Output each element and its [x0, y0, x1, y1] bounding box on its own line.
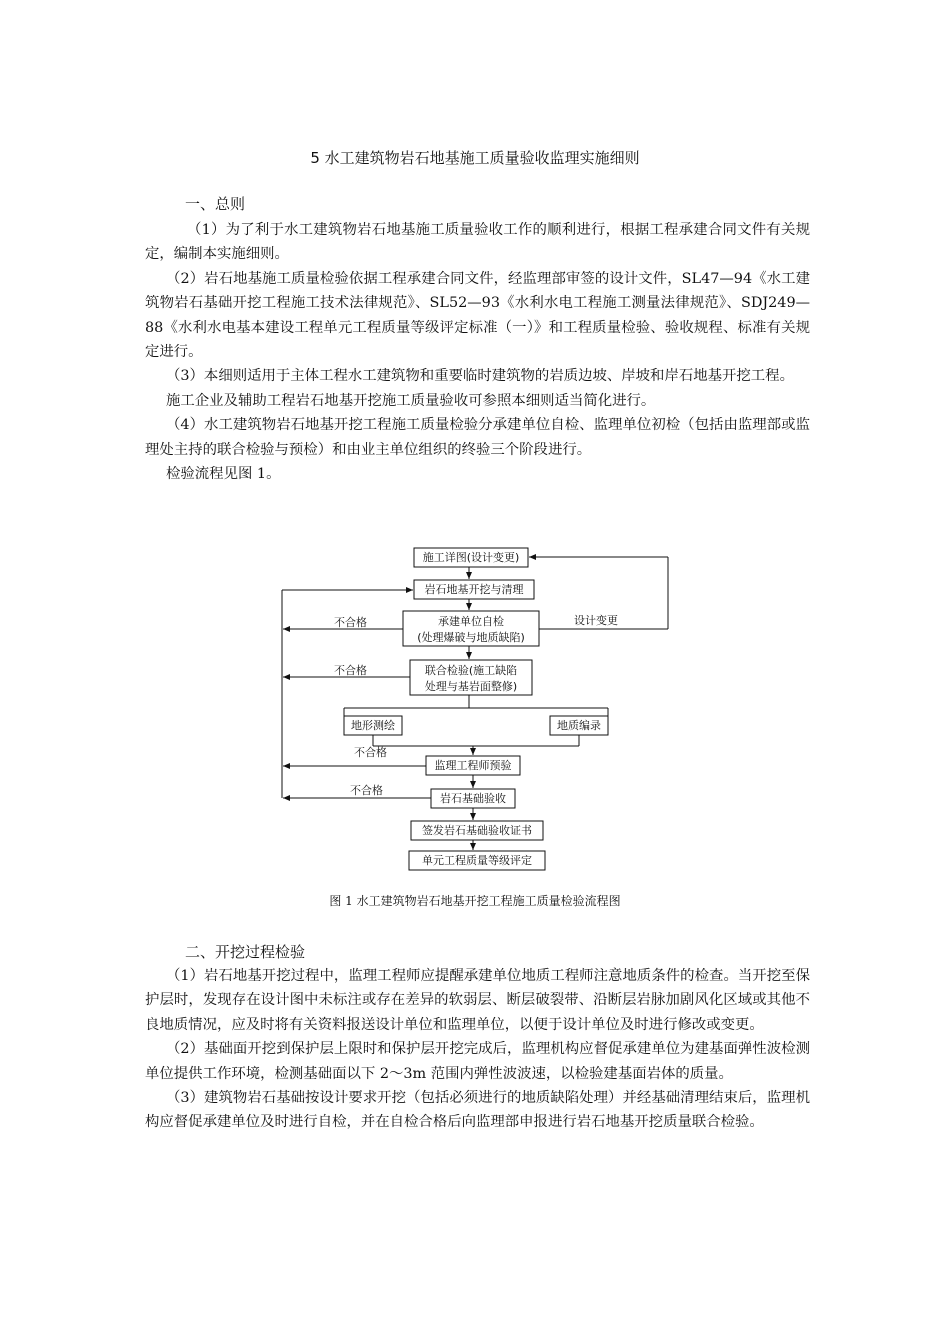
- flow-box-label: 承建单位自检: [438, 615, 504, 628]
- flow-box-label: 地形测绘: [351, 719, 395, 732]
- flow-box-label: 地质编录: [557, 719, 601, 732]
- flow-edge-label: 不合格: [334, 664, 367, 677]
- paragraph: （1）岩石地基开挖过程中，监理工程师应提醒承建单位地质工程师注意地质条件的检查。当开挖至保护层时，发现存在设计图中未标注或存在差异的软弱层、断层破裂带、沿断层岩脉加剧风化区域或其他不良地质情况，应及时将有关资料报送设计单位和监理单位，以便于设计单位及时进行修改或变更。: [145, 968, 810, 1033]
- flow-box-label: 签发岩石基础验收证书: [422, 824, 532, 837]
- paragraph: （3）本细则适用于主体工程水工建筑物和重要临时建筑物的岩质边坡、岸坡和岸石地基开挖工程。: [166, 368, 794, 385]
- flow-box-label: 处理与基岩面整修): [424, 680, 518, 693]
- paragraph: 施工企业及辅助工程岩石地基开挖施工质量验收可参照本细则适当简化进行。: [166, 392, 656, 409]
- flow-edge-label: 设计变更: [574, 614, 618, 627]
- flow-box-label: 岩石基础验收: [440, 792, 506, 805]
- flow-edge-label: 不合格: [354, 746, 387, 759]
- section-1-heading: 一、总则: [185, 195, 246, 213]
- flow-box-label: 施工详图(设计变更): [422, 551, 520, 564]
- paragraph: （1）为了利于水工建筑物岩石地基施工质量验收工作的顺利进行，根据工程承建合同文件有关规定，编制本实施细则。: [145, 222, 810, 263]
- paragraph: 检验流程见图 1。: [166, 466, 281, 483]
- paragraph: （2）岩石地基施工质量检验依据工程承建合同文件，经监理部审签的设计文件，SL47—94《水工建筑物岩石基础开挖工程施工技术法律规范》、SL52—93《水利水电工程施工测量法律规范》、SDJ249—88《水利水电基本建设工程单元工程质量等级评定标准（一）》和工程质量检验、验收规程、标准有关规定进行。: [145, 270, 810, 361]
- paragraph: （3）建筑物岩石基础按设计要求开挖（包括必须进行的地质缺陷处理）并经基础清理结束后，监理机构应督促承建单位及时进行自检，并在自检合格后向监理部申报进行岩石地基开挖质量联合检验。: [145, 1090, 810, 1131]
- section-2-heading: 二、开挖过程检验: [185, 943, 306, 961]
- paragraph: （4）水工建筑物岩石地基开挖工程施工质量检验分承建单位自检、监理单位初检（包括由监理部或监理处主持的联合检验与预检）和由业主单位组织的终验三个阶段进行。: [145, 417, 810, 458]
- flowchart: [270, 540, 680, 880]
- flow-edge-label: 不合格: [350, 784, 383, 797]
- flow-edge-label: 不合格: [334, 616, 367, 629]
- section-2-body: [145, 964, 810, 1135]
- figure-caption: 图 1 水工建筑物岩石地基开挖工程施工质量检验流程图: [329, 894, 621, 908]
- paragraph: （2）基础面开挖到保护层上限时和保护层开挖完成后，监理机构应督促承建单位为建基面弹性波检测单位提供工作环境，检测基础面以下 2～3m 范围内弹性波波速，以检验建基面岩体的质量。: [145, 1041, 810, 1082]
- flowchart-svg: [270, 540, 680, 880]
- document-title: 5 水工建筑物岩石地基施工质量验收监理实施细则: [310, 149, 640, 167]
- flow-box-label: 岩石地基开挖与清理: [424, 583, 524, 596]
- flow-box-label: 单元工程质量等级评定: [422, 854, 532, 867]
- flow-box-label: 监理工程师预验: [434, 759, 512, 772]
- flow-box-label: (处理爆破与地质缺陷): [417, 631, 525, 644]
- flow-box-label: 联合检验(施工缺陷: [424, 664, 518, 677]
- section-1-body: [145, 218, 810, 486]
